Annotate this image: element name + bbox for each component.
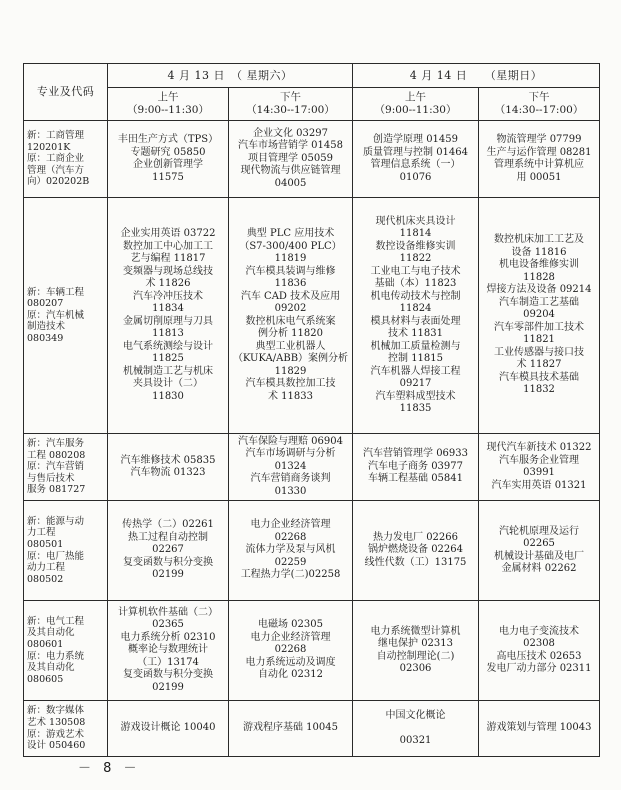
- table-row: [24, 121, 600, 198]
- major-line: 080349: [27, 332, 64, 344]
- course-line: 11821: [523, 334, 555, 346]
- course-line: 电力企业经济管理: [250, 519, 331, 531]
- course-line: 汽车营销管理学 06933: [363, 448, 469, 460]
- course-line: 车辆工程基础 05841: [368, 473, 464, 485]
- course-line: 02267: [152, 544, 184, 556]
- major-line: 及其自动化: [27, 662, 75, 674]
- course-line: 02306: [399, 663, 432, 674]
- course-line: 汽车市场调研与分析: [245, 448, 336, 460]
- course-cell: [108, 434, 229, 501]
- slot-time: （9:00--11:30）: [374, 104, 457, 116]
- major-line: 新：电气工程: [27, 615, 85, 627]
- course-line: 11819: [274, 253, 307, 264]
- course-line: 电力电子变流技术: [499, 625, 580, 637]
- course-line: （工）13174: [137, 656, 199, 668]
- course-cell: [229, 701, 353, 757]
- course-line: 艺与编程 11817: [130, 253, 206, 264]
- course-line: 汽车机器人焊接工程: [370, 365, 461, 377]
- course-cell: [108, 601, 229, 701]
- course-line: 01330: [274, 485, 307, 497]
- major-line: 新：车辆工程: [27, 286, 85, 298]
- major-line: 原：汽车营销: [27, 461, 85, 473]
- major-line: 原：电厂热能: [27, 550, 85, 562]
- header-major-label: 专业及代码: [24, 64, 108, 121]
- slot-time: （14:30--17:00）: [246, 104, 335, 116]
- course-line: 现代汽车新技术 01322: [486, 442, 592, 453]
- course-line: 01076: [399, 171, 432, 183]
- course-line: 09202: [274, 303, 307, 314]
- major-cell: [24, 434, 108, 501]
- course-cell: [353, 434, 479, 501]
- course-cell: [229, 601, 353, 701]
- course-line: 数控机床电气系统案: [245, 315, 336, 327]
- course-cell: [353, 198, 479, 434]
- table-row: [24, 701, 600, 757]
- major-line: 080605: [27, 673, 64, 685]
- major-line: 新：工商管理: [27, 130, 85, 142]
- course-line: 用 00051: [516, 171, 562, 183]
- course-line: 数控设备维修实训: [375, 240, 456, 252]
- course-line: 专题研究 05850: [130, 146, 206, 158]
- course-line: 11814: [399, 228, 432, 239]
- course-line: 02268: [274, 644, 307, 656]
- course-line: 11836: [274, 278, 307, 289]
- course-line: 02365: [152, 619, 184, 631]
- course-line: 11825: [152, 353, 184, 364]
- course-line: 汽车制造工艺基础: [499, 296, 580, 308]
- course-line: 现代机床夹具设计: [375, 215, 456, 227]
- course-line: 汽车塑料成型技术: [375, 390, 456, 402]
- course-line: 01324: [274, 460, 307, 472]
- course-line: 管理信息系统（一）: [370, 159, 461, 170]
- course-line: 02199: [152, 569, 184, 581]
- major-cell: [24, 701, 108, 757]
- major-line: 力工程: [27, 527, 56, 539]
- course-cell: [229, 501, 353, 601]
- major-cell: [24, 121, 108, 198]
- header-slot-day2-am: [353, 88, 479, 121]
- course-line: 金属材料 02262: [501, 563, 577, 574]
- course-cell: [479, 701, 600, 757]
- course-line: 项目管理学 05059: [248, 152, 333, 164]
- course-line: 焊接方法及设备 09214: [486, 284, 592, 296]
- major-line: 原：游戏艺术: [27, 728, 85, 740]
- major-line: 080501: [27, 538, 64, 550]
- table-row: [24, 601, 600, 701]
- course-cell: [229, 198, 353, 434]
- course-line: 游戏程序基础 10045: [243, 722, 338, 734]
- course-line: 汽车物流 01323: [130, 467, 206, 478]
- course-line: 热工过程自动控制: [128, 531, 208, 543]
- course-line: 技术 11831: [388, 328, 444, 339]
- course-line: 11828: [523, 271, 555, 283]
- course-cell: [108, 701, 229, 757]
- course-line: 丰田生产方式（TPS）: [117, 134, 219, 145]
- course-line: 夹具设计（二）: [133, 378, 203, 389]
- course-line: [355, 723, 476, 735]
- course-line: 数控机床加工工艺及: [494, 234, 585, 246]
- course-line: 电力系统远动及调度: [245, 656, 336, 668]
- course-line: 02308: [523, 638, 555, 649]
- course-cell: [479, 121, 600, 198]
- course-line: 汽车市场营销学 01458: [238, 140, 343, 152]
- slot-label: 下午: [280, 91, 301, 104]
- course-cell: [108, 121, 229, 198]
- header-slot-day2-pm: [479, 88, 600, 121]
- course-cell: [229, 121, 353, 198]
- course-line: 传热学（二）02261: [122, 519, 214, 531]
- major-line: 向）020202B: [27, 176, 90, 188]
- course-line: （KUKA/ABB）案例分析: [232, 353, 349, 364]
- course-line: 继电保护 02313: [378, 638, 454, 649]
- course-line: 03991: [523, 467, 555, 478]
- course-line: 汽车保险与理赔 06904: [238, 435, 343, 447]
- course-line: 电力企业经济管理: [250, 631, 331, 643]
- course-line: 汽车维修技术 05835: [120, 454, 216, 466]
- course-cell: [353, 701, 479, 757]
- course-line: 汽轮机原理及运行: [499, 525, 580, 537]
- major-line: 管理（汽车方: [27, 164, 85, 176]
- course-cell: [108, 198, 229, 434]
- major-line: 工程 080208: [27, 449, 86, 461]
- course-line: 汽车模具装调与维修: [245, 265, 336, 277]
- major-line: 新：数字媒体: [27, 705, 85, 717]
- course-line: 机电传动技术与控制: [370, 290, 461, 302]
- course-cell: [353, 601, 479, 701]
- course-line: 术 11833: [268, 390, 313, 402]
- course-line: 汽车模具数控加工技: [245, 378, 336, 389]
- course-line: 汽车实用英语 01321: [491, 479, 587, 491]
- header-slot-day1-am: [108, 88, 229, 121]
- course-cell: [353, 501, 479, 601]
- course-line: 管理系统中计算机应: [494, 159, 585, 170]
- course-line: 11829: [274, 365, 307, 377]
- course-line: 例分析 11820: [258, 328, 323, 339]
- course-line: 企业文化 03297: [253, 127, 328, 139]
- major-line: 设计 050460: [27, 740, 86, 752]
- course-line: 锅炉燃烧设备 02264: [368, 544, 464, 556]
- course-line: 模具材料与表面处理: [370, 315, 461, 327]
- major-line: 动力工程: [27, 562, 66, 574]
- course-line: 电力系统分析 02310: [120, 631, 216, 643]
- course-line: 11824: [399, 303, 432, 314]
- table-row: [24, 501, 600, 601]
- major-line: 080601: [27, 638, 64, 650]
- course-line: 汽车模具技术基础: [499, 371, 580, 383]
- course-line: 企业创新管理学: [133, 159, 203, 170]
- course-line: 机械制造工艺与机床: [123, 365, 213, 377]
- course-line: 09204: [523, 309, 555, 321]
- course-line: 典型工业机器人: [255, 340, 326, 352]
- course-line: 金属切削原理与刀具: [123, 315, 213, 327]
- course-line: 游戏设计概论 10040: [120, 722, 216, 734]
- course-cell: [108, 501, 229, 601]
- major-line: 原：工商企业: [27, 153, 85, 165]
- course-line: 电气系统测绘与设计: [123, 340, 213, 352]
- major-cell: [24, 501, 108, 601]
- course-line: 现代物流与供应链管理: [240, 165, 341, 177]
- major-line: 原：电力系统: [27, 650, 85, 662]
- course-line: 生产与运作管理 08281: [486, 146, 592, 158]
- course-line: 04005: [274, 177, 307, 189]
- course-line: 00321: [399, 734, 432, 746]
- course-line: 术 11827: [516, 359, 562, 371]
- course-cell: [479, 501, 600, 601]
- course-line: 术 11826: [145, 278, 191, 289]
- course-line: 概率论与数理统计: [128, 644, 208, 656]
- header-day-1: 4 月 13 日 （ 星期六）: [108, 64, 353, 88]
- major-cell: [24, 198, 108, 434]
- slot-time: （14:30--17:00）: [494, 104, 584, 116]
- course-line: 汽车电子商务 03977: [368, 460, 464, 472]
- course-cell: [353, 121, 479, 198]
- course-line: 电磁场 02305: [258, 619, 323, 631]
- major-line: 制造技术: [27, 321, 66, 333]
- course-line: 02265: [523, 538, 555, 549]
- major-line: 原：汽车机械: [27, 309, 85, 321]
- course-line: 工业电工与电子技术: [370, 265, 461, 277]
- major-line: 服务 081727: [27, 484, 86, 496]
- course-line: 数控加工中心加工工: [123, 240, 213, 252]
- course-line: 自动控制理论(二): [376, 650, 455, 662]
- course-line: 游戏策划与管理 10043: [486, 722, 592, 734]
- course-line: 机电设备维修实训: [499, 259, 580, 271]
- course-line: 汽车冷冲压技术: [133, 290, 203, 302]
- slot-label: 上午: [405, 91, 427, 104]
- course-line: 02199: [152, 681, 184, 693]
- course-line: 自动化 02312: [258, 669, 323, 681]
- course-line: 11813: [152, 328, 184, 339]
- course-line: 汽车服务企业管理: [499, 454, 580, 466]
- page-number: － 8 －: [78, 761, 141, 776]
- course-line: 企业实用英语 03722: [120, 228, 216, 239]
- table-row: [24, 198, 600, 434]
- course-line: 11575: [152, 171, 184, 183]
- major-line: 及其自动化: [27, 627, 75, 639]
- major-cell: [24, 601, 108, 701]
- course-line: 汽车零部件加工技术: [494, 321, 585, 333]
- course-line: 电力系统微型计算机: [370, 625, 461, 637]
- course-line: 复变函数与积分变换: [123, 669, 213, 681]
- course-line: 11834: [152, 303, 184, 314]
- course-line: （S7-300/400 PLC）: [239, 240, 342, 252]
- course-line: 机械加工质量检测与: [370, 340, 461, 352]
- course-line: 汽车 CAD 技术及应用: [240, 290, 341, 302]
- major-line: 新：汽车服务: [27, 438, 85, 450]
- course-line: 控制 11815: [388, 353, 444, 364]
- course-line: 11835: [399, 403, 432, 414]
- header-day-2: 4 月 14 日 （星期日）: [353, 64, 600, 88]
- course-line: 工程热力学(二)02258: [240, 569, 341, 581]
- course-cell: [229, 434, 353, 501]
- course-cell: [479, 601, 600, 701]
- major-line: 080207: [27, 298, 64, 310]
- course-line: 11832: [523, 384, 555, 396]
- course-line: 设备 11816: [511, 246, 567, 258]
- header-slot-day1-pm: [229, 88, 353, 121]
- slot-label: 下午: [528, 91, 550, 104]
- course-line: 线性代数（工）13175: [364, 556, 467, 568]
- major-line: 与售后技术: [27, 472, 75, 484]
- major-line: 080502: [27, 573, 64, 585]
- major-line: 艺术 130508: [27, 716, 86, 728]
- course-line: 02268: [274, 531, 307, 543]
- course-line: 热力发电厂 02266: [373, 531, 459, 543]
- course-line: 汽车营销商务谈判: [250, 473, 331, 485]
- major-line: 120201K: [27, 141, 71, 153]
- course-line: 流体力学及泵与风机: [245, 544, 336, 556]
- course-line: 基础（本）11823: [374, 278, 457, 289]
- course-line: 机械设计基础及电厂: [494, 550, 585, 562]
- course-line: 发电厂动力部分 02311: [486, 663, 592, 674]
- slot-time: （9:00--11:30）: [127, 104, 209, 116]
- course-line: 工业传感器与接口技: [494, 346, 585, 358]
- course-line: 高电压技术 02653: [496, 650, 582, 662]
- major-line: 新：能源与动: [27, 515, 85, 527]
- course-line: 11830: [152, 390, 184, 402]
- course-line: 典型 PLC 应用技术: [246, 228, 335, 239]
- schedule-rows: [24, 121, 600, 757]
- course-line: 02259: [274, 556, 307, 568]
- course-line: 计算机软件基础（二）: [118, 606, 218, 618]
- course-line: 中国文化概论: [385, 710, 446, 721]
- course-line: 11822: [399, 253, 432, 264]
- course-line: 物流管理学 07799: [496, 134, 582, 145]
- course-line: 创造学原理 01459: [373, 134, 459, 145]
- course-line: 09217: [399, 378, 432, 389]
- course-line: 质量管理与控制 01464: [363, 146, 469, 158]
- table-row: [24, 434, 600, 501]
- course-cell: [479, 434, 600, 501]
- course-line: 复变函数与积分变换: [123, 556, 213, 568]
- course-line: 变频器与现场总线技: [123, 265, 213, 277]
- slot-label: 上午: [157, 91, 179, 104]
- course-cell: [479, 198, 600, 434]
- exam-schedule-table: [23, 63, 600, 757]
